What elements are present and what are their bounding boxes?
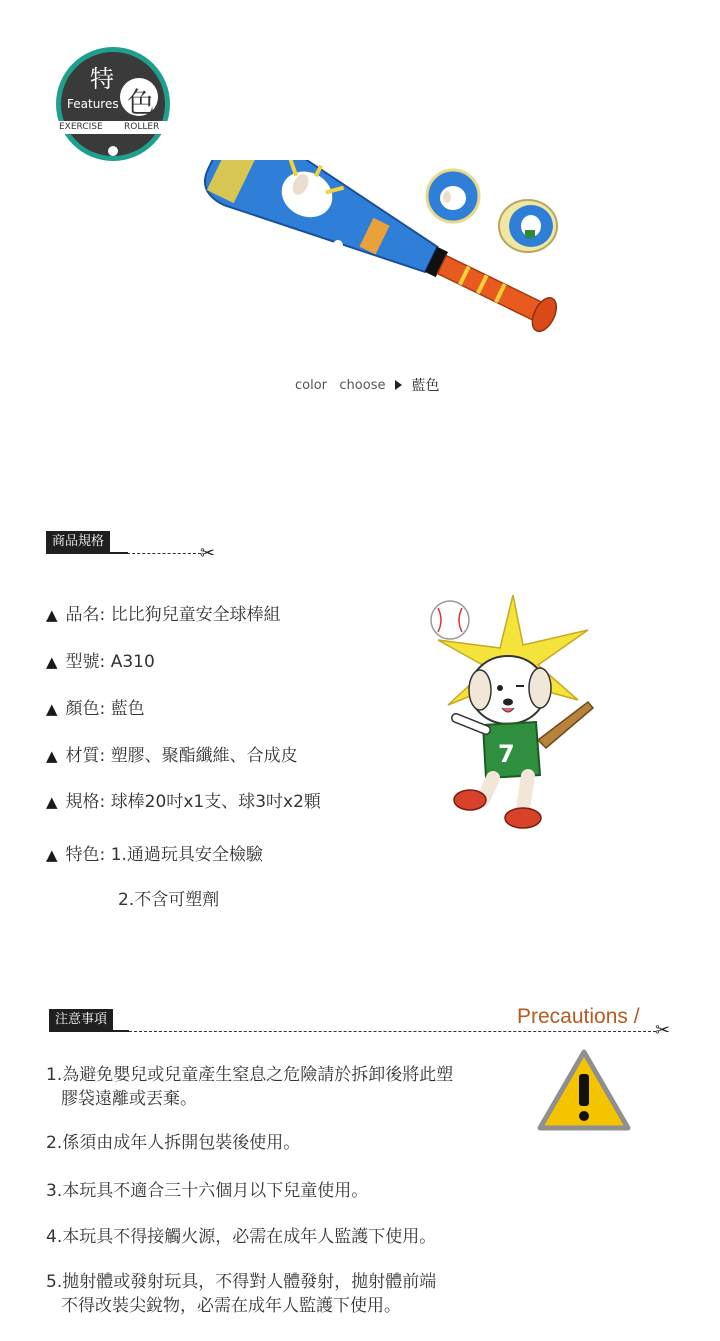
precaution-section-divider (129, 1031, 656, 1032)
badge-char-big: 色 (127, 86, 156, 119)
spec-item-material (46, 741, 298, 766)
precaution-note-2 (46, 1131, 516, 1155)
warning-icon (536, 1048, 632, 1134)
jersey-number: 7 (498, 740, 515, 768)
spec-label: 型號: (65, 652, 106, 672)
spec-label: 材質: (65, 746, 106, 766)
precaution-title: Precautions / (517, 1005, 640, 1028)
badge-band (54, 121, 172, 134)
note-line: 2.係須由成年人拆開包裝後使用。 (46, 1133, 301, 1153)
product-image-ball-1 (425, 168, 481, 224)
precaution-section-underline (49, 1030, 129, 1032)
spec-value: A310 (110, 652, 155, 672)
precaution-note-3 (46, 1179, 516, 1203)
spec-label: 特色: (65, 845, 106, 865)
spec-label: 規格: (65, 792, 106, 812)
dog-mascot-illustration (428, 590, 598, 830)
color-choose-label: color choose (295, 377, 386, 393)
triangle-up-icon: ▲ (46, 700, 58, 718)
spec-value: 比比狗兒童安全球棒組 (110, 605, 281, 625)
triangle-up-icon: ▲ (46, 846, 58, 864)
features-badge (54, 45, 172, 163)
note-line-continued: 不得改裝尖銳物，必需在成年人監護下使用。 (61, 1296, 401, 1316)
spec-value: 球棒20吋x1支、球3吋x2顆 (110, 792, 321, 812)
spec-section-underline (46, 552, 128, 554)
precaution-note-1 (46, 1063, 516, 1111)
spec-value: 1.通過玩具安全檢驗 (110, 845, 263, 865)
note-line: 3.本玩具不適合三十六個月以下兒童使用。 (46, 1181, 369, 1201)
scissors-icon: ✂ (200, 543, 216, 564)
note-line: 1.為避免嬰兒或兒童產生窒息之危險請於拆卸後將此塑 (46, 1065, 454, 1085)
scissors-icon: ✂ (655, 1020, 671, 1041)
triangle-up-icon: ▲ (46, 606, 58, 624)
spec-feature-extra: 2.不含可塑劑 (118, 890, 220, 910)
triangle-up-icon: ▲ (46, 653, 58, 671)
triangle-up-icon: ▲ (46, 793, 58, 811)
spec-label: 品名: (65, 605, 106, 625)
badge-band-left: EXERCISE (59, 122, 103, 132)
badge-band-right: ROLLER (124, 122, 160, 132)
precaution-note-5 (46, 1270, 516, 1318)
spec-value: 塑膠、聚酯纖維、合成皮 (110, 746, 298, 766)
precaution-section-tag: 注意事項 (49, 1009, 113, 1031)
spec-label: 顏色: (65, 699, 106, 719)
note-line-continued: 膠袋遠離或丟棄。 (61, 1089, 197, 1109)
spec-item-name (46, 600, 281, 625)
precaution-note-4 (46, 1225, 516, 1249)
badge-char-top: 特 (90, 65, 114, 93)
spec-item-model (46, 647, 155, 672)
color-choose-value: 藍色 (411, 378, 440, 394)
color-choose-row (295, 375, 439, 395)
note-line: 4.本玩具不得接觸火源，必需在成年人監護下使用。 (46, 1227, 437, 1247)
spec-item-size (46, 787, 321, 812)
product-image-ball-2 (497, 198, 559, 254)
triangle-up-icon: ▲ (46, 747, 58, 765)
spec-section-tag: 商品規格 (46, 531, 110, 553)
spec-item-color (46, 694, 145, 719)
triangle-right-icon (395, 380, 402, 390)
spec-item-feature (46, 840, 263, 865)
note-line: 5.拋射體或發射玩具，不得對人體發射，拋射體前端 (46, 1272, 437, 1292)
spec-value: 藍色 (110, 699, 145, 719)
badge-english: Features (67, 97, 119, 111)
